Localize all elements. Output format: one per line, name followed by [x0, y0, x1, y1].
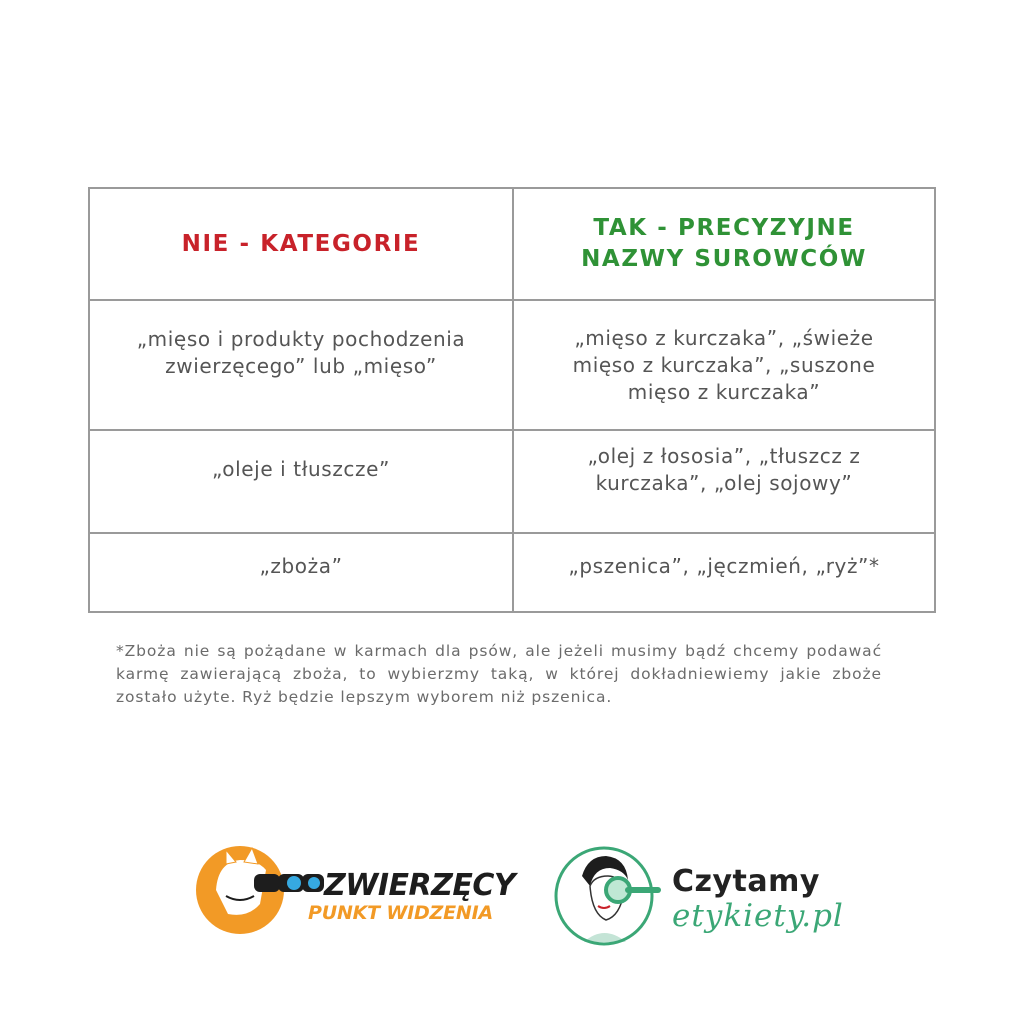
zwierzecy-subtitle: PUNKT WIDZENIA [308, 902, 493, 924]
header-yes-line2: NAZWY SUROWCÓW [581, 246, 867, 272]
magnifier-face-icon [554, 846, 664, 946]
header-yes-line1: TAK - PRECYZYJNE [593, 215, 855, 241]
category-text: „oleje i tłuszcze” [212, 457, 390, 481]
table-cell-precise [513, 300, 935, 430]
table-cell-precise [513, 533, 935, 612]
cat-binoculars-icon [196, 844, 326, 934]
header-no-categories: NIE - KATEGORIE [181, 230, 421, 257]
category-text: „mięso i produkty pochodzenia zwierzęcego” lub „mięso” [136, 327, 466, 378]
precise-text: „pszenica”, „jęczmień, „ryż”* [568, 554, 880, 578]
table-header-row [89, 188, 935, 300]
table-cell-precise [513, 430, 935, 533]
precise-text: „mięso z kurczaka”, „świeże mięso z kurczaka”, „suszone mięso z kurczaka” [572, 325, 876, 404]
header-cell-yes [513, 188, 935, 300]
header-cell-no [89, 188, 513, 300]
czytamy-subtitle: etykiety.pl [672, 898, 844, 934]
zwierzecy-title: ZWIERZĘCY [324, 868, 516, 903]
category-text: „zboża” [259, 554, 343, 578]
comparison-table [88, 187, 936, 613]
table-cell-category [89, 300, 513, 430]
table-row [89, 430, 935, 533]
czytamy-logo [554, 846, 844, 946]
precise-text: „olej z łososia”, „tłuszcz z kurczaka”, „olej sojowy” [587, 443, 861, 495]
table-row [89, 300, 935, 430]
table-row [89, 533, 935, 612]
footnote: *Zboża nie są pożądane w karmach dla psów, ale jeżeli musimy bądź chcemy podawać karmę zawierającą zboża, to wybierzmy taką, w której dokładniewiemy jakie zboże zostało użyte. Ryż będzie lepszym wyborem niż pszenica. [116, 642, 882, 706]
zwierzecy-logo [196, 848, 526, 932]
table-cell-category [89, 533, 513, 612]
czytamy-title: Czytamy [672, 864, 820, 899]
table-cell-category [89, 430, 513, 533]
